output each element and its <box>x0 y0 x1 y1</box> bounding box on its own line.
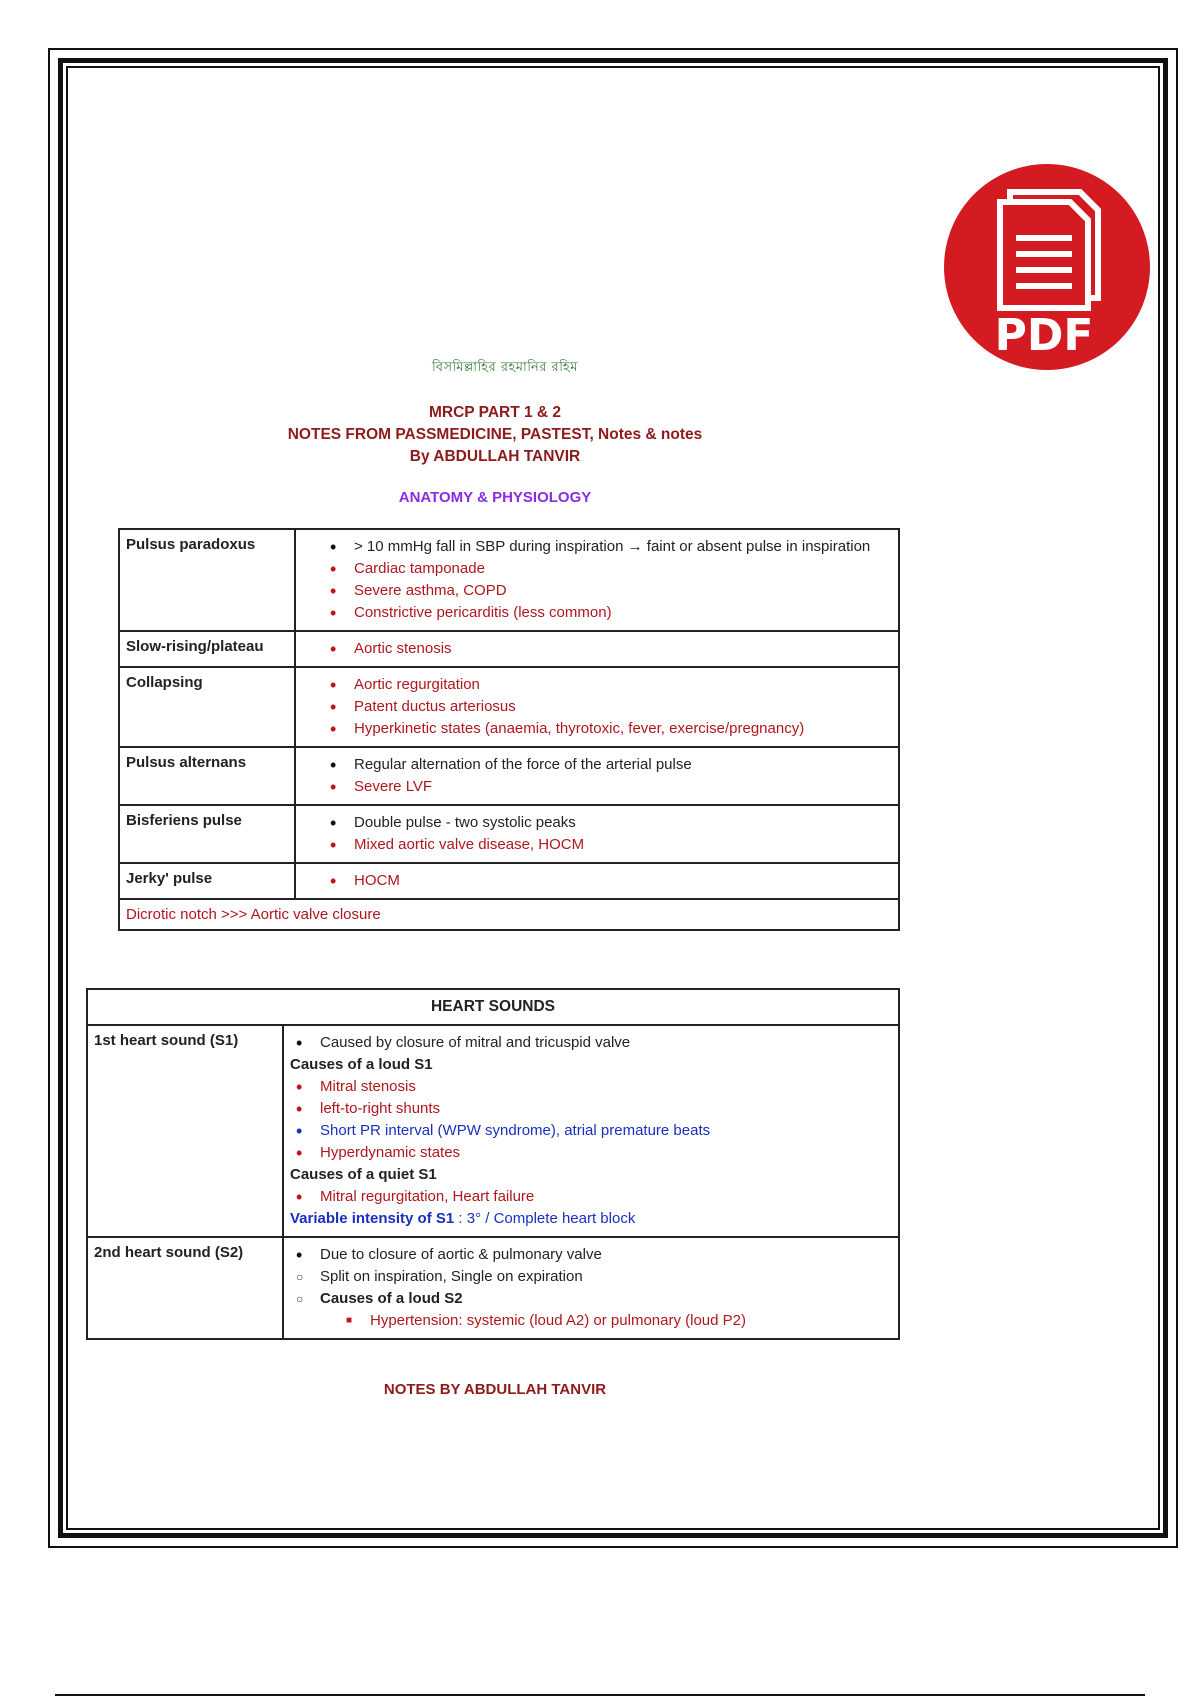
list-item: • Mitral stenosis <box>290 1076 892 1098</box>
list-item: • Hyperkinetic states (anaemia, thyrotoxic, fever, exercise/pregnancy) <box>324 718 892 740</box>
variable-s1-label: Variable intensity of S1 <box>290 1210 455 1227</box>
footer-note: NOTES BY ABDULLAH TANVIR <box>383 1381 607 1398</box>
dicrotic-note: Dicrotic notch >>> Aortic valve closure <box>119 899 899 930</box>
list-item: • HOCM <box>324 870 892 892</box>
table-row <box>87 1237 899 1339</box>
list-item: • Aortic regurgitation <box>324 674 892 696</box>
list-item: • Short PR interval (WPW syndrome), atrial premature beats <box>290 1120 892 1142</box>
list-item: • Hyperdynamic states <box>290 1142 892 1164</box>
pdf-label: PDF <box>994 310 1094 361</box>
list-item: • Mixed aortic valve disease, HOCM <box>324 834 892 856</box>
list-item: • Mitral regurgitation, Heart failure <box>290 1186 892 1208</box>
row-label: Bisferiens pulse <box>119 805 295 863</box>
list-item: • Severe LVF <box>324 776 892 798</box>
header-line-2: NOTES FROM PASSMEDICINE, PASTEST, Notes & notes <box>287 426 703 443</box>
header-line-3: By ABDULLAH TANVIR <box>409 448 581 465</box>
row-label: 2nd heart sound (S2) <box>87 1237 283 1339</box>
table-row <box>87 1025 899 1237</box>
list-item: ■ Hypertension: systemic (loud A2) or pulmonary (loud P2) <box>290 1310 892 1332</box>
list-item: • Due to closure of aortic & pulmonary valve <box>290 1244 892 1266</box>
list-item: • Aortic stenosis <box>324 638 892 660</box>
row-label: Pulsus paradoxus <box>119 529 295 631</box>
list-item: • Severe asthma, COPD <box>324 580 892 602</box>
list-item: • > 10 mmHg fall in SBP during inspiration → faint or absent pulse in inspiration <box>324 536 892 558</box>
bottom-rule <box>55 1694 1145 1696</box>
table-row <box>119 747 899 805</box>
table-row <box>119 667 899 747</box>
pulse-table <box>118 528 900 931</box>
pdf-icon <box>940 152 1150 382</box>
heart-sounds-title: HEART SOUNDS <box>87 989 899 1025</box>
row-label: Jerky' pulse <box>119 863 295 899</box>
list-item: • Patent ductus arteriosus <box>324 696 892 718</box>
variable-s1-line <box>290 1208 892 1230</box>
row-label: Pulsus alternans <box>119 747 295 805</box>
table-row <box>119 805 899 863</box>
list-item: • Double pulse - two systolic peaks <box>324 812 892 834</box>
list-item: • Caused by closure of mitral and tricuspid valve <box>290 1032 892 1054</box>
loud-s1-heading: Causes of a loud S1 <box>290 1056 433 1073</box>
table-row <box>119 631 899 667</box>
list-item: • Cardiac tamponade <box>324 558 892 580</box>
list-item: ○ Causes of a loud S2 <box>290 1288 892 1310</box>
document-header <box>200 402 790 468</box>
row-label: Slow-rising/plateau <box>119 631 295 667</box>
table-row <box>119 863 899 899</box>
table-row <box>119 529 899 631</box>
quiet-s1-heading: Causes of a quiet S1 <box>290 1166 437 1183</box>
header-line-1: MRCP PART 1 & 2 <box>428 404 562 421</box>
list-item: • Regular alternation of the force of the arterial pulse <box>324 754 892 776</box>
table-row <box>119 899 899 930</box>
row-label: Collapsing <box>119 667 295 747</box>
row-label: 1st heart sound (S1) <box>87 1025 283 1237</box>
variable-s1-value: : 3° / Complete heart block <box>458 1210 636 1227</box>
list-item: • left-to-right shunts <box>290 1098 892 1120</box>
list-item: • Constrictive pericarditis (less common) <box>324 602 892 624</box>
section-title: ANATOMY & PHYSIOLOGY <box>398 489 592 506</box>
list-item: ○ Split on inspiration, Single on expiration <box>290 1266 892 1288</box>
bangla-invocation: বিসমিল্লাহির রহমানির রহিম <box>432 360 578 375</box>
heart-sounds-table <box>86 988 900 1340</box>
